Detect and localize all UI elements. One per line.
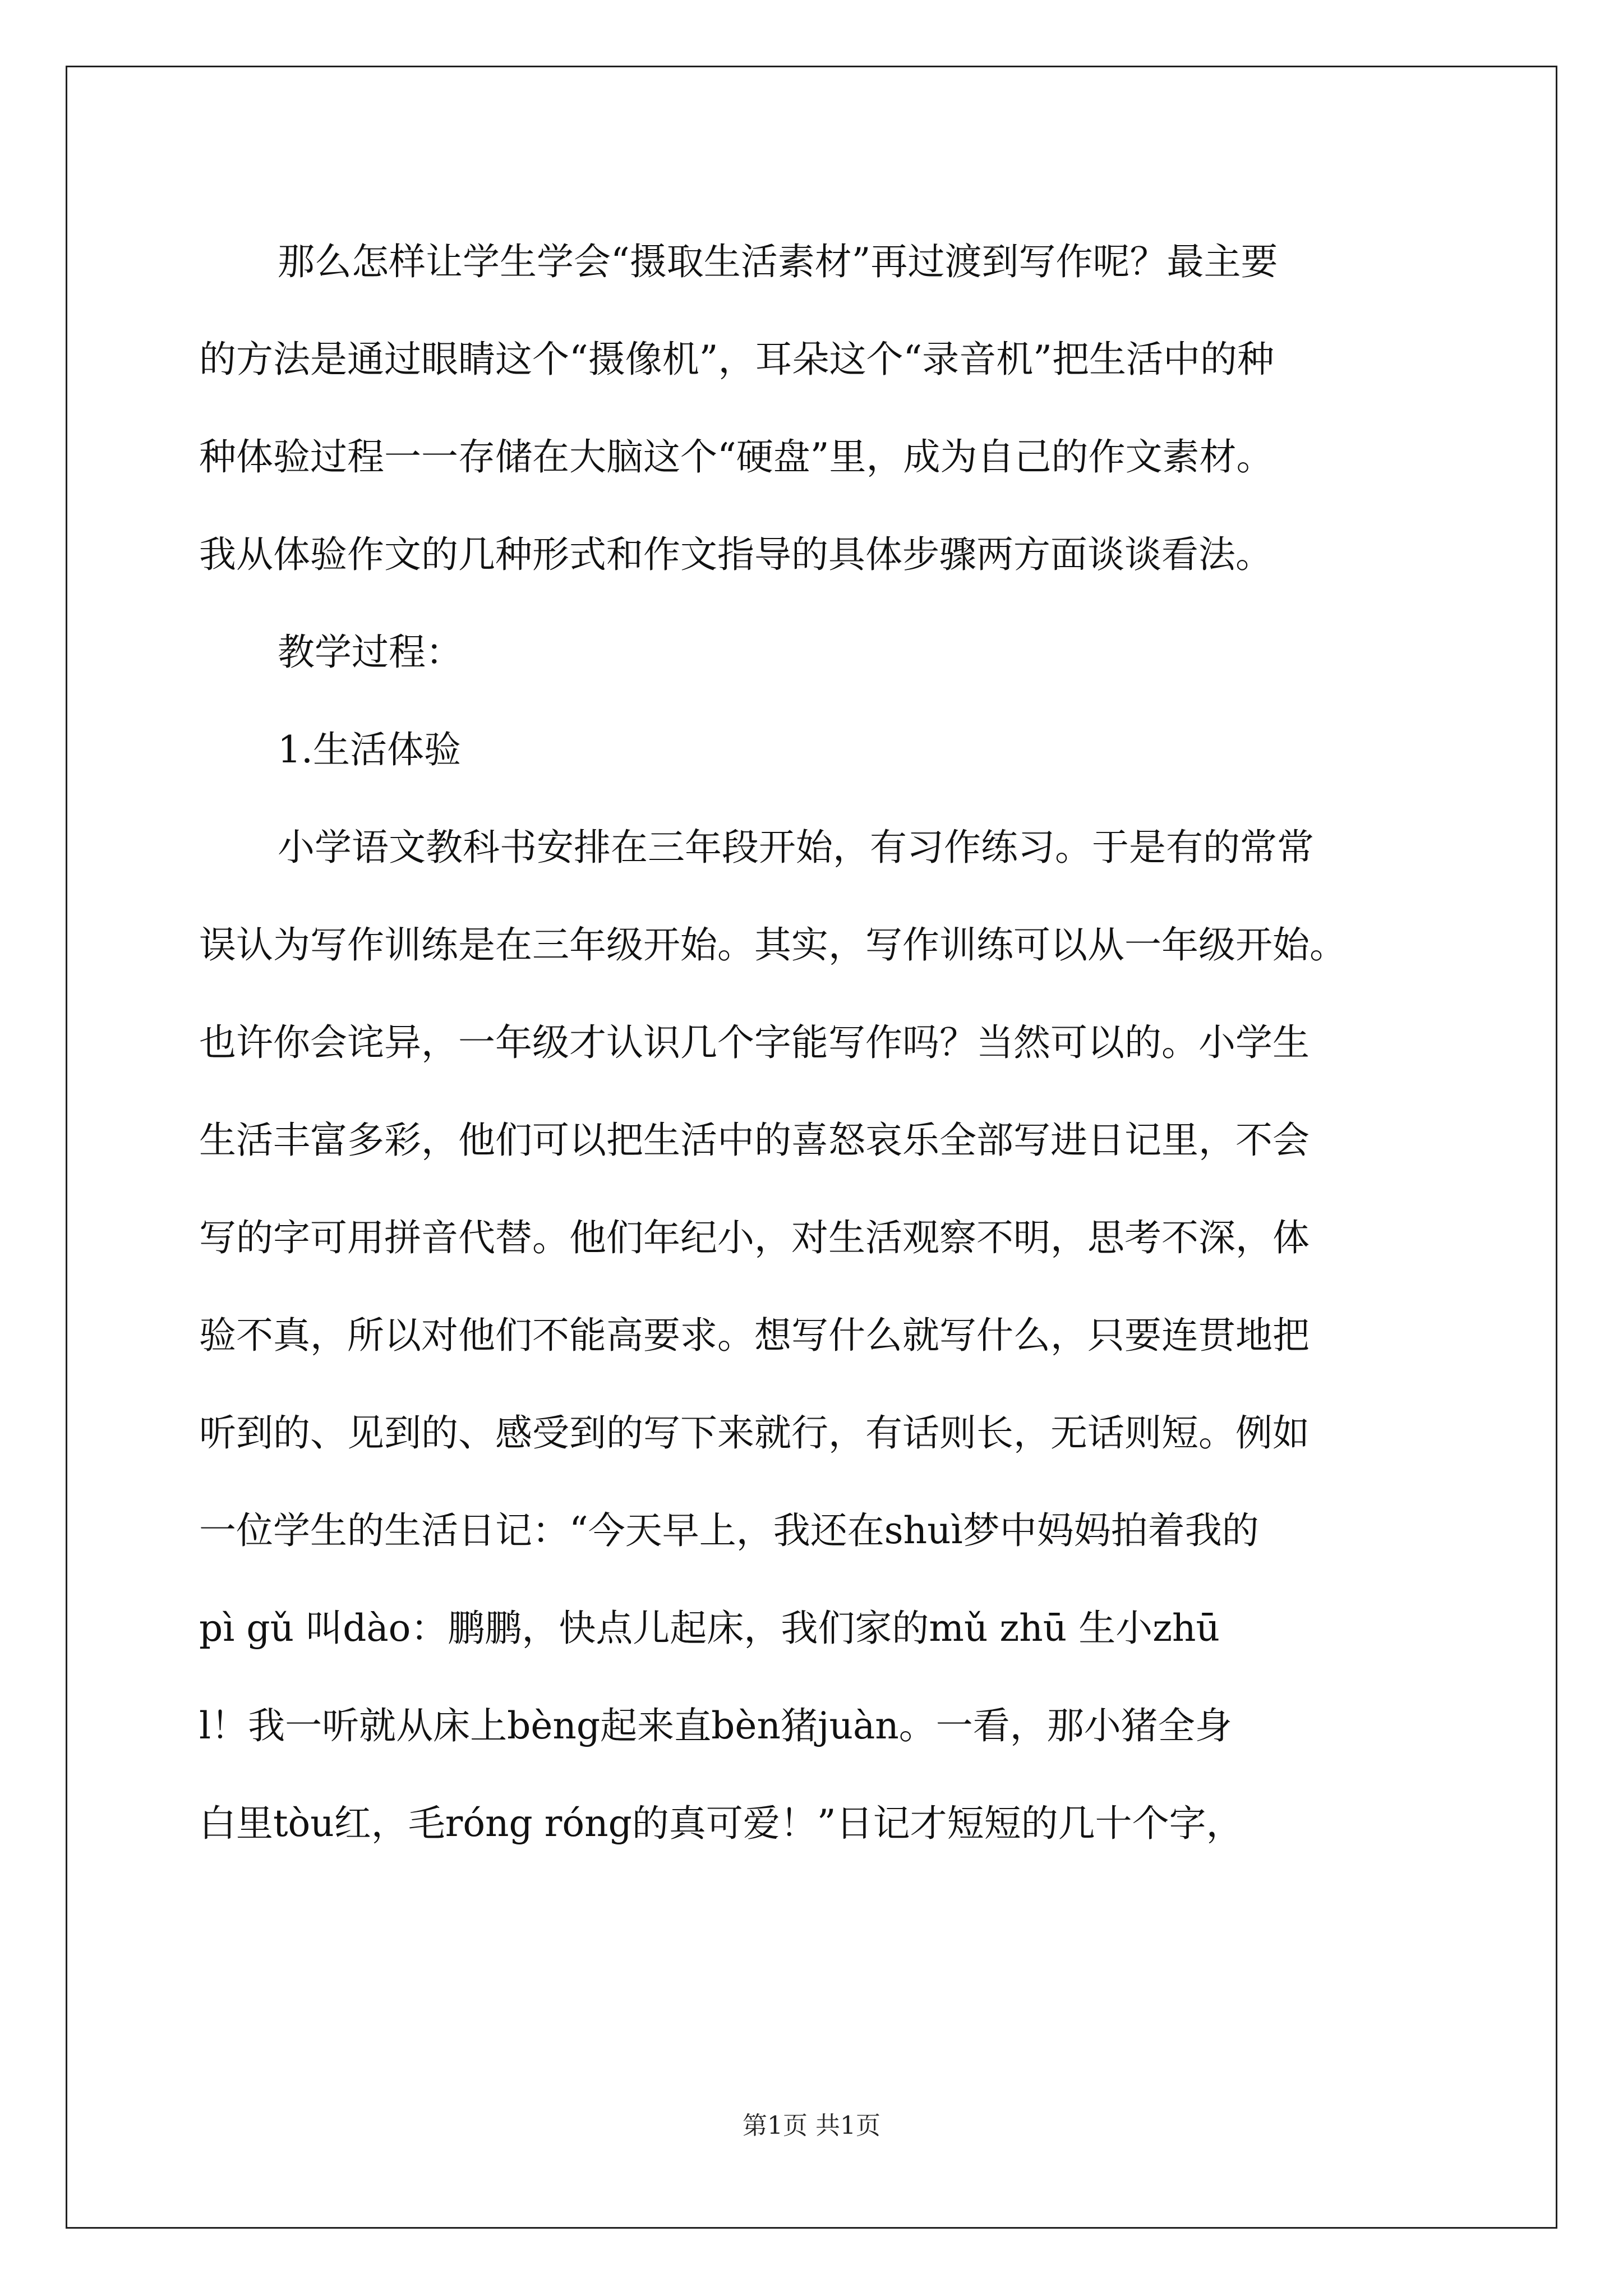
paragraph-line: 的方法是通过眼睛这个“摄像机”，耳朵这个“录音机”把生活中的种 [199, 338, 1274, 381]
paragraph-line: 验不真，所以对他们不能高要求。想写什么就写什么，只要连贯地把 [199, 1314, 1310, 1357]
paragraph-line: 小学语文教科书安排在三年段开始，有习作练习。于是有的常常 [278, 826, 1314, 869]
paragraph-line: 写的字可用拼音代替。他们年纪小，对生活观察不明，思考不深，体 [199, 1216, 1310, 1259]
paragraph-line: 生活丰富多彩，他们可以把生活中的喜怒哀乐全部写进日记里，不会 [199, 1119, 1310, 1162]
paragraph-line: 一位学生的生活日记：“今天早上，我还在shuì梦中妈妈拍着我的 [199, 1509, 1259, 1552]
paragraph-line: 也许你会诧异，一年级才认识几个字能写作吗？当然可以的。小学生 [199, 1021, 1310, 1064]
paragraph-line: 那么怎样让学生学会“摄取生活素材”再过渡到写作呢？最主要 [278, 240, 1278, 283]
subsection-heading: 1.生活体验 [278, 728, 461, 771]
paragraph-line: 我从体验作文的几种形式和作文指导的具体步骤两方面谈谈看法。 [199, 533, 1272, 576]
document-body [199, 213, 1455, 1872]
paragraph-line: 种体验过程一一存储在大脑这个“硬盘”里，成为自己的作文素材。 [199, 435, 1274, 478]
paragraph-line: 听到的、见到的、感受到的写下来就行，有话则长，无话则短。例如 [199, 1411, 1310, 1455]
paragraph-line: l！我一听就从床上bèng起来直bèn猪juàn。一看，那小猪全身 [199, 1704, 1232, 1747]
section-heading: 教学过程： [278, 631, 463, 674]
paragraph-line: pì gǔ 叫dào：鹏鹏，快点儿起床，我们家的mǔ zhū 生小zhū [199, 1607, 1220, 1650]
page-footer: 第1页 共1页 [743, 2111, 880, 2140]
paragraph-line: 白里tòu红，毛róng róng的真可爱！”日记才短短的几十个字， [199, 1802, 1243, 1845]
paragraph-line: 误认为写作训练是在三年级开始。其实，写作训练可以从一年级开始。 [199, 923, 1347, 967]
